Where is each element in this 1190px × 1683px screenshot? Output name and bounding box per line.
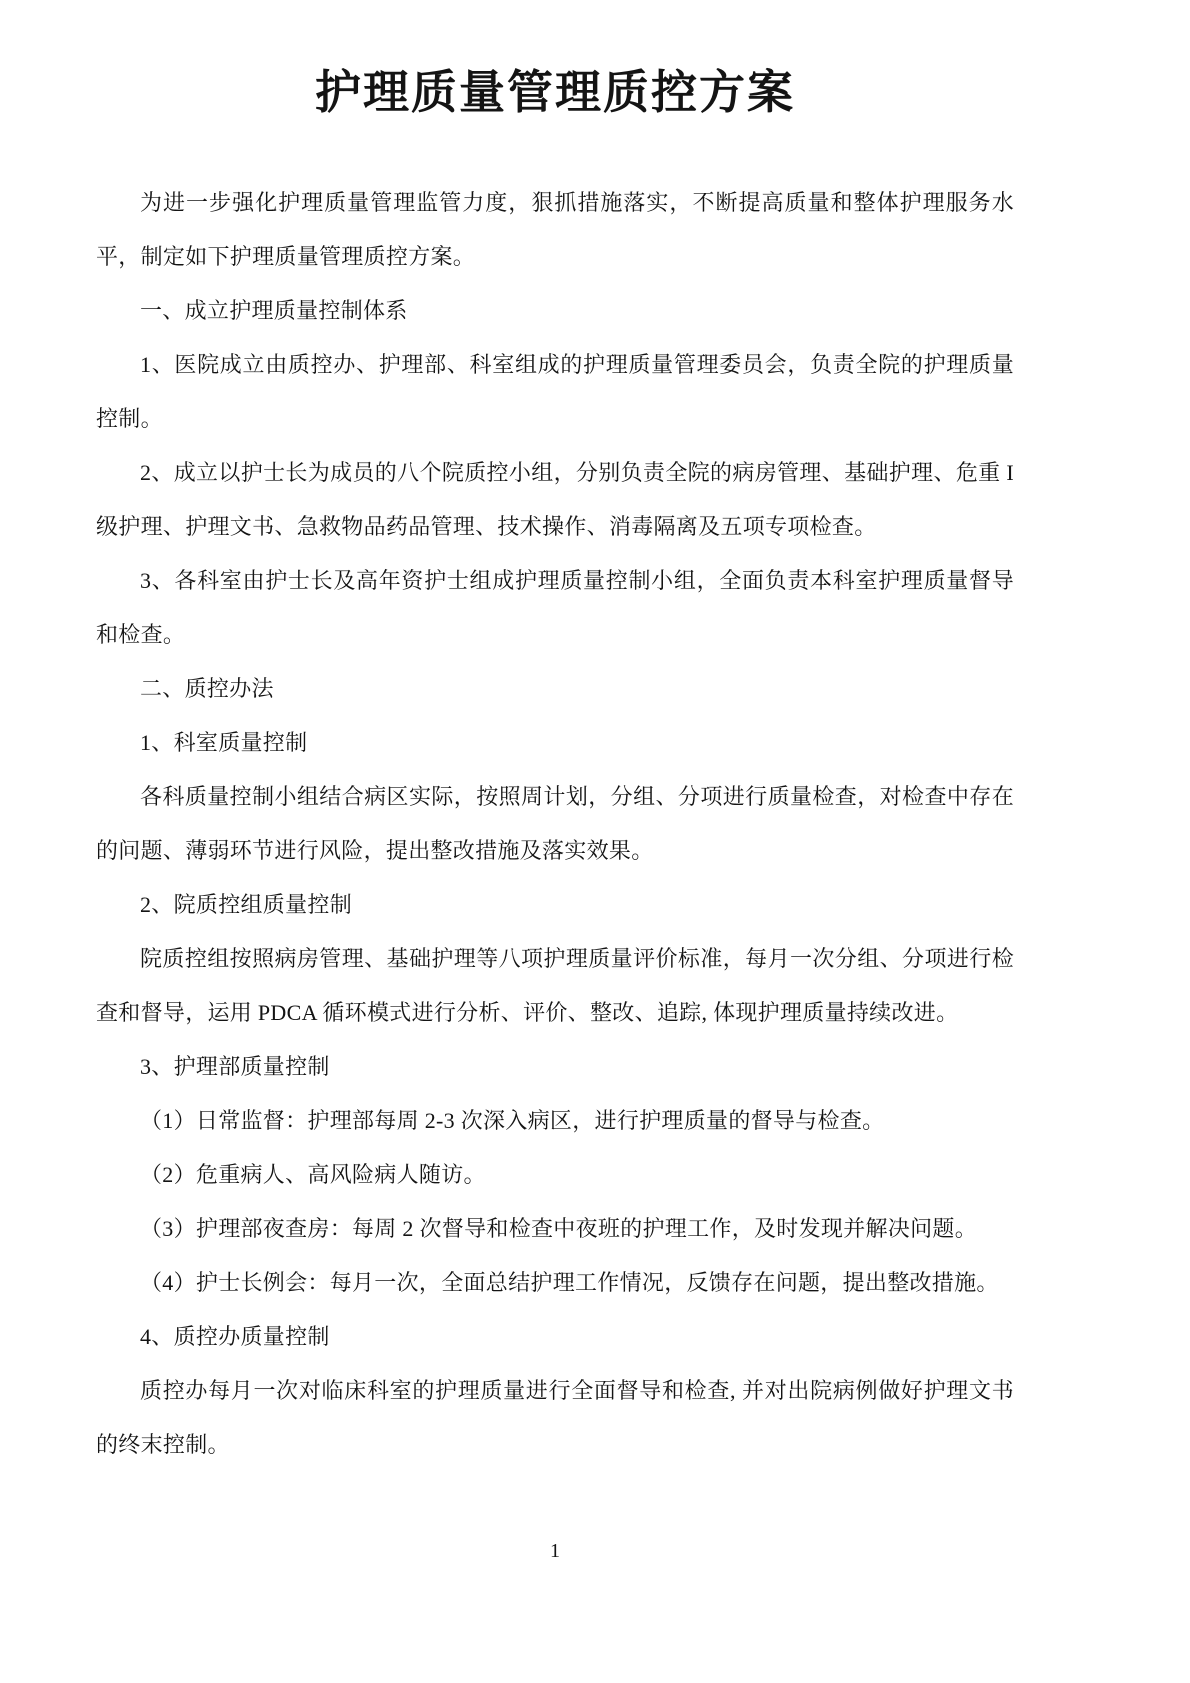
paragraph-item-1-1: 1、医院成立由质控办、护理部、科室组成的护理质量管理委员会，负责全院的护理质量控制。 <box>96 352 1014 431</box>
heading-section-1: 一、成立护理质量控制体系 <box>140 298 408 323</box>
paragraph-intro: 为进一步强化护理质量管理监管力度，狠抓措施落实，不断提高质量和整体护理服务水平，制定如下护理质量管理质控方案。 <box>96 190 1014 269</box>
heading-section-2: 二、质控办法 <box>140 676 274 701</box>
heading-item-2-4: 4、质控办质量控制 <box>140 1324 330 1349</box>
paragraph-item-1-2: 2、成立以护士长为成员的八个院质控小组，分别负责全院的病房管理、基础护理、危重 I 级护理、护理文书、急救物品药品管理、技术操作、消毒隔离及五项专项检查。 <box>96 460 1014 539</box>
heading-item-2-2: 2、院质控组质量控制 <box>140 892 353 917</box>
paragraph-item-2-1-body: 各科质量控制小组结合病区实际，按照周计划，分组、分项进行质量检查，对检查中存在的问题、薄弱环节进行风险，提出整改措施及落实效果。 <box>96 784 1014 863</box>
paragraph-item-1-3: 3、各科室由护士长及高年资护士组成护理质量控制小组，全面负责本科室护理质量督导和检查。 <box>96 568 1014 647</box>
document-title: 护理质量管理质控方案 <box>315 67 795 118</box>
document-body <box>96 176 1014 1472</box>
paragraph-item-2-4-body: 质控办每月一次对临床科室的护理质量进行全面督导和检查, 并对出院病例做好护理文书的终末控制。 <box>96 1378 1014 1457</box>
paragraph-item-2-3-sub-1: （1）日常监督：护理部每周 2-3 次深入病区，进行护理质量的督导与检查。 <box>140 1108 885 1133</box>
paragraph-item-2-3-sub-3: （3）护理部夜查房：每周 2 次督导和检查中夜班的护理工作，及时发现并解决问题。 <box>140 1216 978 1241</box>
heading-item-2-1: 1、科室质量控制 <box>140 730 308 755</box>
paragraph-item-2-3-sub-2: （2）危重病人、高风险病人随访。 <box>140 1162 486 1187</box>
heading-item-2-3: 3、护理部质量控制 <box>140 1054 330 1079</box>
paragraph-item-2-2-body: 院质控组按照病房管理、基础护理等八项护理质量评价标准，每月一次分组、分项进行检查和督导，运用 PDCA 循环模式进行分析、评价、整改、追踪, 体现护理质量持续改进。 <box>96 946 1014 1025</box>
page-number: 1 <box>550 1540 560 1562</box>
paragraph-item-2-3-sub-4: （4）护士长例会：每月一次，全面总结护理工作情况，反馈存在问题，提出整改措施。 <box>140 1270 999 1295</box>
